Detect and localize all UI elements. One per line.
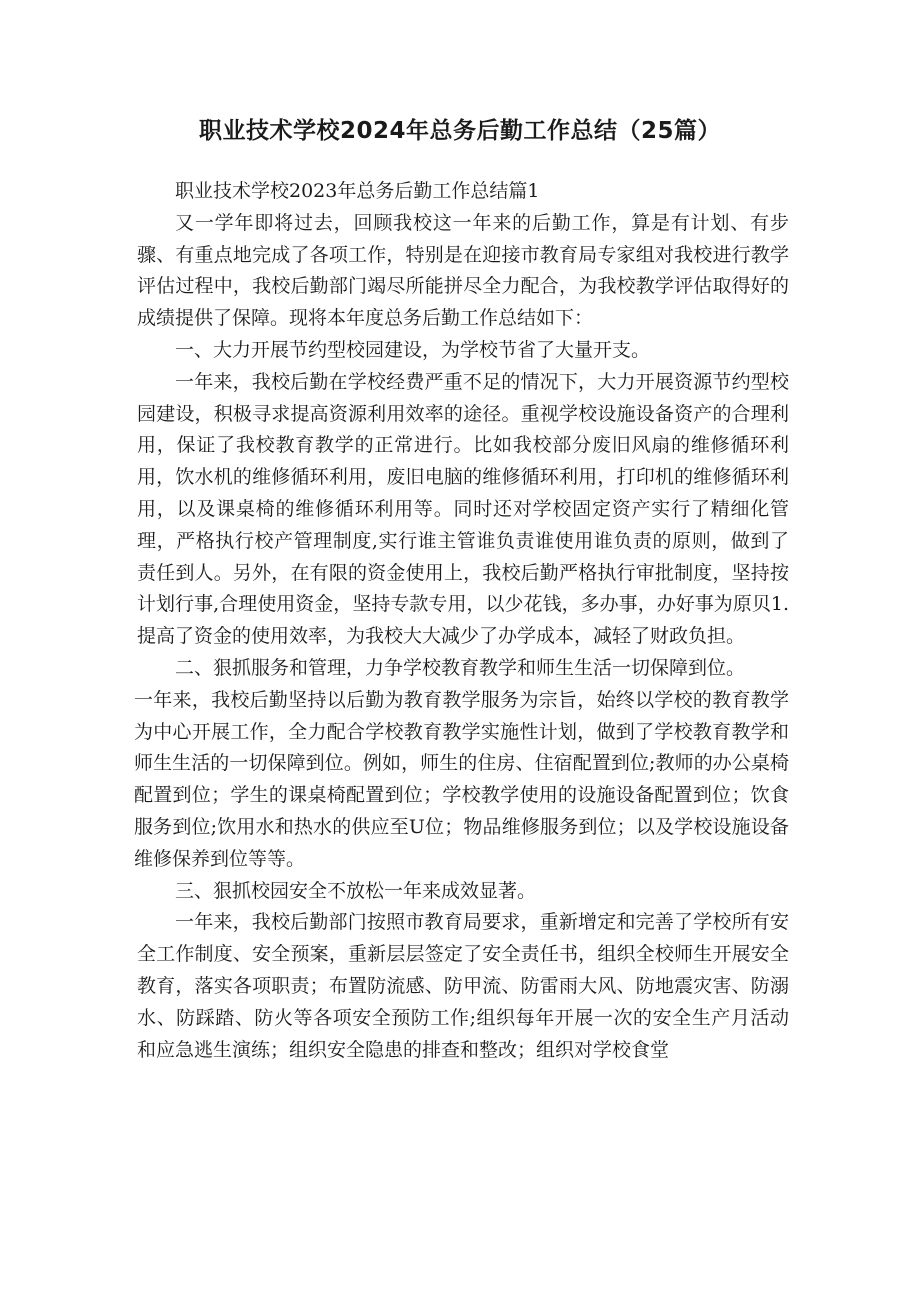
paragraph-two: 一年来，我校后勤坚持以后勤为教育教学服务为宗旨，始终以学校的教育教学为中心开展工作，全力配合学校教育教学实施性计划，做到了学校教育教学和师生生活的一切保障到位。例如，师生的住房、住宿配置到位;教师的办公桌椅配置到位；学生的课桌椅配置到位；学校教学使用的设施设备配置到位；饮食服务到位;饮用水和热水的供应至U位；物品维修服务到位；以及学校设施设备维修保养到位等等。: [134, 688, 789, 870]
intro-paragraph: 又一学年即将过去，回顾我校这一年来的后勤工作，算是有计划、有步骤、有重点地完成了各项工作，特别是在迎接市教育局专家组对我校进行教学评估过程中，我校后勤部门竭尽所能拼尽全力配合，为我校教学评估取得好的成绩提供了保障。现将本年度总务后勤工作总结如下：: [137, 211, 789, 330]
paragraph-one: 一年来，我校后勤在学校经费严重不足的情况下，大力开展资源节约型校园建设，积极寻求提高资源利用效率的途径。重视学校设施设备资产的合理利用，保证了我校教育教学的正常进行。比如我校部分废旧风扇的维修循环利用，饮水机的维修循环利用，废旧电脑的维修循环利用，打印机的维修循环利用，以及课桌椅的维修循环利用等。同时还对学校固定资产实行了精细化管理，严格执行校产管理制度,实行谁主管谁负责谁使用谁负责的原则，做到了责任到人。另外，在有限的资金使用上，我校后勤严格执行审批制度，坚持按计划行事,合理使用资金，坚持专款专用，以少花钱，多办事，办好事为原贝1.提高了资金的使用效率，为我校大大减少了办学成本，减轻了财政负担。: [137, 370, 789, 648]
section-heading-three: 三、狠抓校园安全不放松一年来成效显著。: [175, 879, 537, 902]
document-body: [134, 176, 789, 1066]
section-heading-one: 一、大力开展节约型校园建设，为学校节省了大量开支。: [175, 338, 651, 361]
section-heading-two: 二、狠抓服务和管理，力争学校教育教学和师生生活一切保障到位。: [175, 656, 746, 679]
section-heading: 职业技术学校2023年总务后勤工作总结篇1: [175, 180, 540, 202]
document-title: 职业技术学校2024年总务后勤工作总结（25篇）: [198, 118, 722, 144]
paragraph-three: 一年来，我校后勤部门按照市教育局要求，重新增定和完善了学校所有安全工作制度、安全预案，重新层层签定了安全责任书，组织全校师生开展安全教育，落实各项职责；布置防流感、防甲流、防雷雨大风、防地震灾害、防溺水、防踩踏、防火等各项安全预防工作;组织每年开展一次的安全生产月活动和应急逃生演练；组织安全隐患的排查和整改；组织对学校食堂: [137, 911, 789, 1061]
